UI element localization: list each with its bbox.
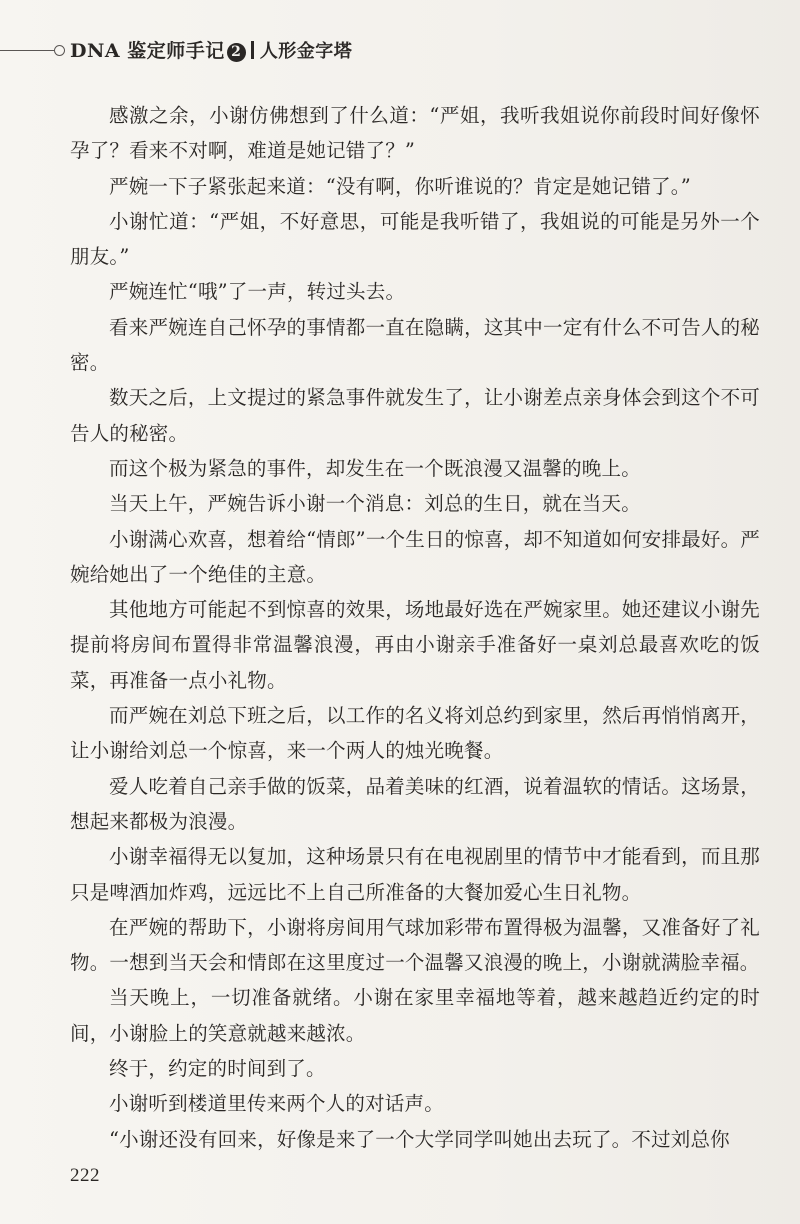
header-separator <box>251 41 254 59</box>
paragraph: 小谢听到楼道里传来两个人的对话声。 <box>109 1092 444 1116</box>
running-header <box>0 28 800 68</box>
paragraph: 感激之余，小谢仿佛想到了什么道：“严姐，我听我姐说你前段时间好像怀孕了？看来不对啊，难道是她记错了？” <box>70 104 760 163</box>
paragraph: 严婉一下子紧张起来道：“没有啊，你听谁说的？肯定是她记错了。” <box>109 174 691 198</box>
paragraph: 当天上午，严婉告诉小谢一个消息：刘总的生日，就在当天。 <box>109 492 641 516</box>
page-number: 222 <box>70 1165 100 1186</box>
book-title: DNA 鉴定师手记 <box>70 40 225 62</box>
paragraph: 在严婉的帮助下，小谢将房间用气球加彩带布置得极为温馨，又准备好了礼物。一想到当天会和情郎在这里度过一个温馨又浪漫的晚上，小谢就满脸幸福。 <box>70 915 760 975</box>
body-text <box>70 98 760 1157</box>
header-rule <box>0 50 54 51</box>
book-subtitle: 人形金字塔 <box>259 41 353 62</box>
header-circle-ornament <box>54 45 65 56</box>
series-number-badge: 2 <box>227 43 246 62</box>
paragraph: 当天晚上，一切准备就绪。小谢在家里幸福地等着，越来越趋近约定的时间，小谢脸上的笑意就越来越浓。 <box>70 986 760 1045</box>
paragraph: 数天之后，上文提过的紧急事件就发生了，让小谢差点亲身体会到这个不可告人的秘密。 <box>70 386 760 445</box>
paragraph: 而这个极为紧急的事件，却发生在一个既浪漫又温馨的晚上。 <box>109 456 641 480</box>
paragraph: 看来严婉连自己怀孕的事情都一直在隐瞒，这其中一定有什么不可告人的秘密。 <box>70 315 760 375</box>
header-text <box>70 36 352 63</box>
paragraph: 终于，约定的时间到了。 <box>109 1057 326 1081</box>
paragraph: 小谢满心欢喜，想着给“情郎”一个生日的惊喜，却不知道如何安排最好。严婉给她出了一个绝佳的主意。 <box>70 527 760 586</box>
paragraph: 其他地方可能起不到惊喜的效果，场地最好选在严婉家里。她还建议小谢先提前将房间布置得非常温馨浪漫，再由小谢亲手准备好一桌刘总最喜欢吃的饭菜，再准备一点小礼物。 <box>70 598 760 692</box>
paragraph: “小谢还没有回来，好像是来了一个大学同学叫她出去玩了。不过刘总你 <box>109 1127 730 1151</box>
paragraph: 而严婉在刘总下班之后，以工作的名义将刘总约到家里，然后再悄悄离开，让小谢给刘总一个惊喜，来一个两人的烛光晚餐。 <box>70 704 760 763</box>
paragraph: 小谢忙道：“严姐，不好意思，可能是我听错了，我姐说的可能是另外一个朋友。” <box>70 209 760 269</box>
paragraph: 严婉连忙“哦”了一声，转过头去。 <box>109 280 406 304</box>
paragraph: 小谢幸福得无以复加，这种场景只有在电视剧里的情节中才能看到，而且那只是啤酒加炸鸡，远远比不上自己所准备的大餐加爱心生日礼物。 <box>70 845 760 904</box>
paragraph: 爱人吃着自己亲手做的饭菜，品着美味的红酒，说着温软的情话。这场景，想起来都极为浪漫。 <box>70 774 760 833</box>
